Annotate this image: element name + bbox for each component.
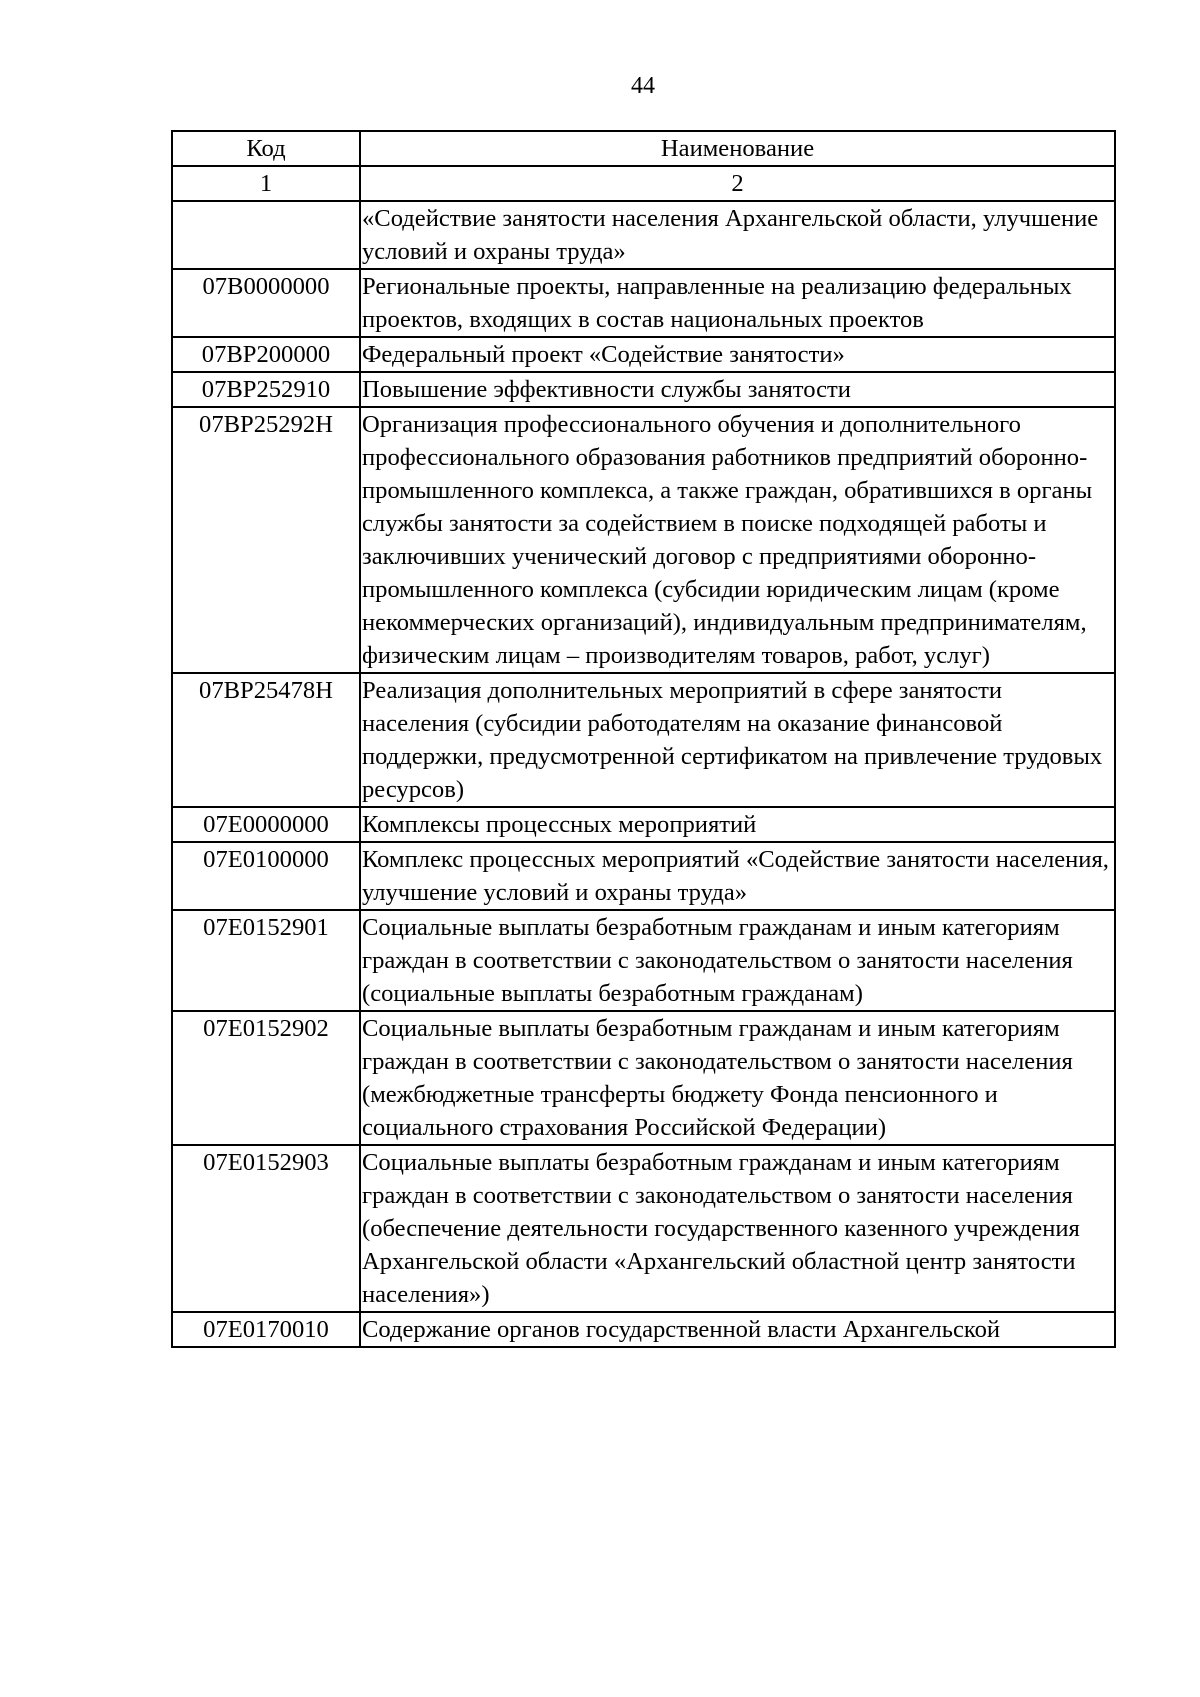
row-name: Содержание органов государственной власти Архангельской <box>360 1312 1115 1347</box>
row-name: «Содействие занятости населения Архангельской области, улучшение условий и охраны труда» <box>360 201 1115 269</box>
table-row <box>172 1145 1115 1312</box>
table-row <box>172 842 1115 910</box>
page-number: 44 <box>631 73 655 99</box>
row-code: 07ВР252910 <box>172 372 360 407</box>
row-code: 07Е0152901 <box>172 910 360 1011</box>
row-name: Региональные проекты, направленные на реализацию федеральных проектов, входящих в состав национальных проектов <box>360 269 1115 337</box>
row-code: 07ВР25478Н <box>172 673 360 807</box>
row-name: Социальные выплаты безработным гражданам и иным категориям граждан в соответствии с законодательством о занятости населения (межбюджетные трансферты бюджету Фонда пенсионного и социального страхования Российской Федерации) <box>360 1011 1115 1145</box>
row-code <box>172 201 360 269</box>
column-numbering-row <box>172 166 1115 201</box>
row-code: 07Е0170010 <box>172 1312 360 1347</box>
table-row <box>172 910 1115 1011</box>
column-number-1: 1 <box>172 166 360 201</box>
row-name: Комплекс процессных мероприятий «Содействие занятости населения, улучшение условий и охраны труда» <box>360 842 1115 910</box>
row-code: 07Е0100000 <box>172 842 360 910</box>
table-row <box>172 337 1115 372</box>
row-name: Реализация дополнительных мероприятий в сфере занятости населения (субсидии работодателям на оказание финансовой поддержки, предусмотренной сертификатом на привлечение трудовых ресурсов) <box>360 673 1115 807</box>
row-name: Повышение эффективности службы занятости <box>360 372 1115 407</box>
classification-table <box>171 130 1116 1348</box>
row-name: Федеральный проект «Содействие занятости» <box>360 337 1115 372</box>
table-row <box>172 1312 1115 1347</box>
table-row <box>172 201 1115 269</box>
column-header-code: Код <box>172 131 360 166</box>
table-row <box>172 807 1115 842</box>
table-row <box>172 1011 1115 1145</box>
row-name: Организация профессионального обучения и дополнительного профессионального образования работников предприятий оборонно-промышленного комплекса, а также граждан, обратившихся в органы службы занятости за содействием в поиске подходящей работы и заключивших ученический договор с предприятиями оборонно-промышленного комплекса (субсидии юридическим лицам (кроме некоммерческих организаций), индивидуальным предпринимателям, физическим лицам – производителям товаров, работ, услуг) <box>360 407 1115 673</box>
row-code: 07Е0152902 <box>172 1011 360 1145</box>
row-name: Комплексы процессных мероприятий <box>360 807 1115 842</box>
row-code: 07Е0000000 <box>172 807 360 842</box>
table-row <box>172 673 1115 807</box>
column-number-2: 2 <box>360 166 1115 201</box>
row-name: Социальные выплаты безработным гражданам и иным категориям граждан в соответствии с законодательством о занятости населения (социальные выплаты безработным гражданам) <box>360 910 1115 1011</box>
column-header-name: Наименование <box>360 131 1115 166</box>
table-row <box>172 407 1115 673</box>
table-row <box>172 269 1115 337</box>
header-row <box>172 131 1115 166</box>
row-code: 07ВР200000 <box>172 337 360 372</box>
row-code: 07ВР25292Н <box>172 407 360 673</box>
row-name: Социальные выплаты безработным гражданам и иным категориям граждан в соответствии с законодательством о занятости населения (обеспечение деятельности государственного казенного учреждения Архангельской области «Архангельский областной центр занятости населения») <box>360 1145 1115 1312</box>
row-code: 07В0000000 <box>172 269 360 337</box>
row-code: 07Е0152903 <box>172 1145 360 1312</box>
table-row <box>172 372 1115 407</box>
